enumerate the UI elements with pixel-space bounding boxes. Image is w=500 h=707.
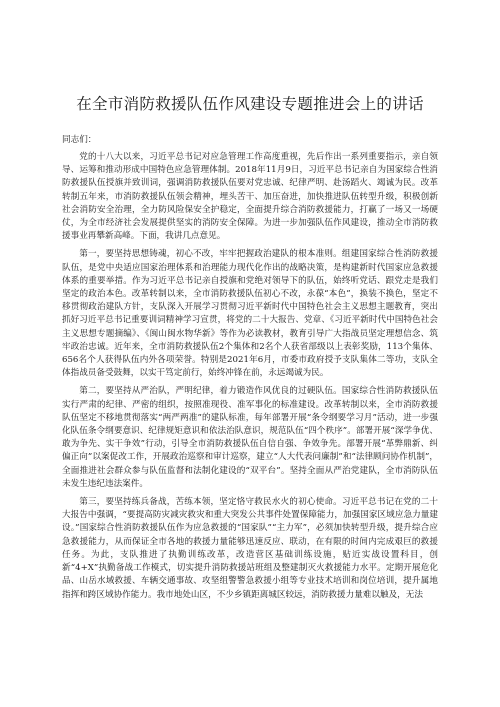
paragraph-second-point: 第二，要坚持从严治队，严明纪律，着力锻造作风优良的过硬队伍。国家综合性消防救援队伍实行严肃的纪律、严密的组织，按照准现役、准军事化的标准建设。改革转制以来，全市消防救援队伍坚定不移地贯彻落实“两严两准”的建队标准，每年部署开展“条令纲要学习月”活动，进一步强化队伍条令纲要意识、纪律规矩意识和依法治队意识，规范队伍“四个秩序”。部署开展“深学争优、敢为争先、实干争效”行动，引导全市消防救援队伍自信自强、争效争先。部署开展“革弊鼎新、纠偏正向”以案促改工作，开展政治巡察和审计巡察，建立“人大代表问廉制”和“法律顾问协作机制”，全面推进社会群众参与队伍监督和法制化建设的“双平台”。坚持全面从严治党建队，全市消防队伍未发生违纪违法案件。 xyxy=(62,386,438,489)
document-title: 在全市消防救援队伍作风建设专题推进会上的讲话 xyxy=(76,95,424,113)
salutation: 同志们： xyxy=(62,135,97,145)
paragraph-intro: 党的十八大以来，习近平总书记对应急管理工作高度重视，先后作出一系列重要指示，亲自领导、运筹和推动形成中国特色应急管理体制。2018年11月9日，习近平总书记亲自为国家综合性消防救援队伍授旗并致训词，强调消防救援队伍要对党忠诚、纪律严明、赴汤蹈火、竭诚为民。改革转制五年来，市消防救援队伍领会精神，埋头苦干、加压奋进，加快推进队伍转型升级，积极创新社会消防安全治理，全力防风险保安全护稳定，全面提升综合消防救援能力，打赢了一场又一场硬仗，为全市经济社会发展提供坚实的消防安全保障。为进一步加强队伍作风建设，推动全市消防救援事业再攀新高峰。下面，我讲几点意见。 xyxy=(62,152,438,242)
paragraph-first-point: 第一，要坚持思想铸魂，初心不改，牢牢把握政治建队的根本准则。组建国家综合性消防救援队伍，是党中央适应国家治理体系和治理能力现代化作出的战略决策，是构建新时代国家应急救援体系的重要举措。作为习近平总书记亲自授旗和党绝对领导下的队伍，始终听党话、跟党走是我们坚定的政治本色。改革转制以来，全市消防救援队伍初心不改，永葆“本色”，换装不换色，坚定不移贯彻政治建队方针，支队深入开展学习贯彻习近平新时代中国特色社会主义思想主题教育，突出抓好习近平总书记重要训词精神学习宣贯，将党的二十大报告、党章、《习近平新时代中国特色社会主义思想专题摘编》、《闽山闽水物华新》等作为必读教材，教育引导广大指战员坚定理想信念、筑牢政治忠诚。近年来，全市消防救援队伍2个集体和2名个人获省部级以上表彰奖励，113个集体、656名个人获得队伍内外各项荣誉。特别是2021年6月，市委市政府授予支队集体二等功，支队全体指战员备受鼓舞，以实干笃定前行，始终冲锋在前，永远竭诚为民。 xyxy=(62,249,438,379)
paragraph-third-point: 第三，要坚持练兵备战，苦练本领，坚定恪守救民水火的初心使命。习近平总书记在党的二十大报告中强调，“要提高防灾减灾救灾和重大突发公共事件处置保障能力，加强国家区域应急力量建设。”国家综合性消防救援队伍作为应急救援的“国家队”“主力军”，必须加快转型升级，提升综合应急救援能力，从而保证全市各地的救援力量能够迅速反应、联动，在有限的时间内完成艰巨的救援任务。为此，支队推进了执勤训练改革，改造营区基础训练设施，贴近实战设置科目，创新“4+X”执勤备战工作模式，切实提升消防救援站班组及整建制灭火救援能力水平。定期开展危化品、山岳水域救援、车辆交通事故、攻坚组警警急救援小组等专业技术培训和岗位培训，提升属地指挥和跨区域协作能力。我市地处山区，不少乡镇距离城区较远，消防救援力量难以触及，无法 xyxy=(62,497,438,600)
